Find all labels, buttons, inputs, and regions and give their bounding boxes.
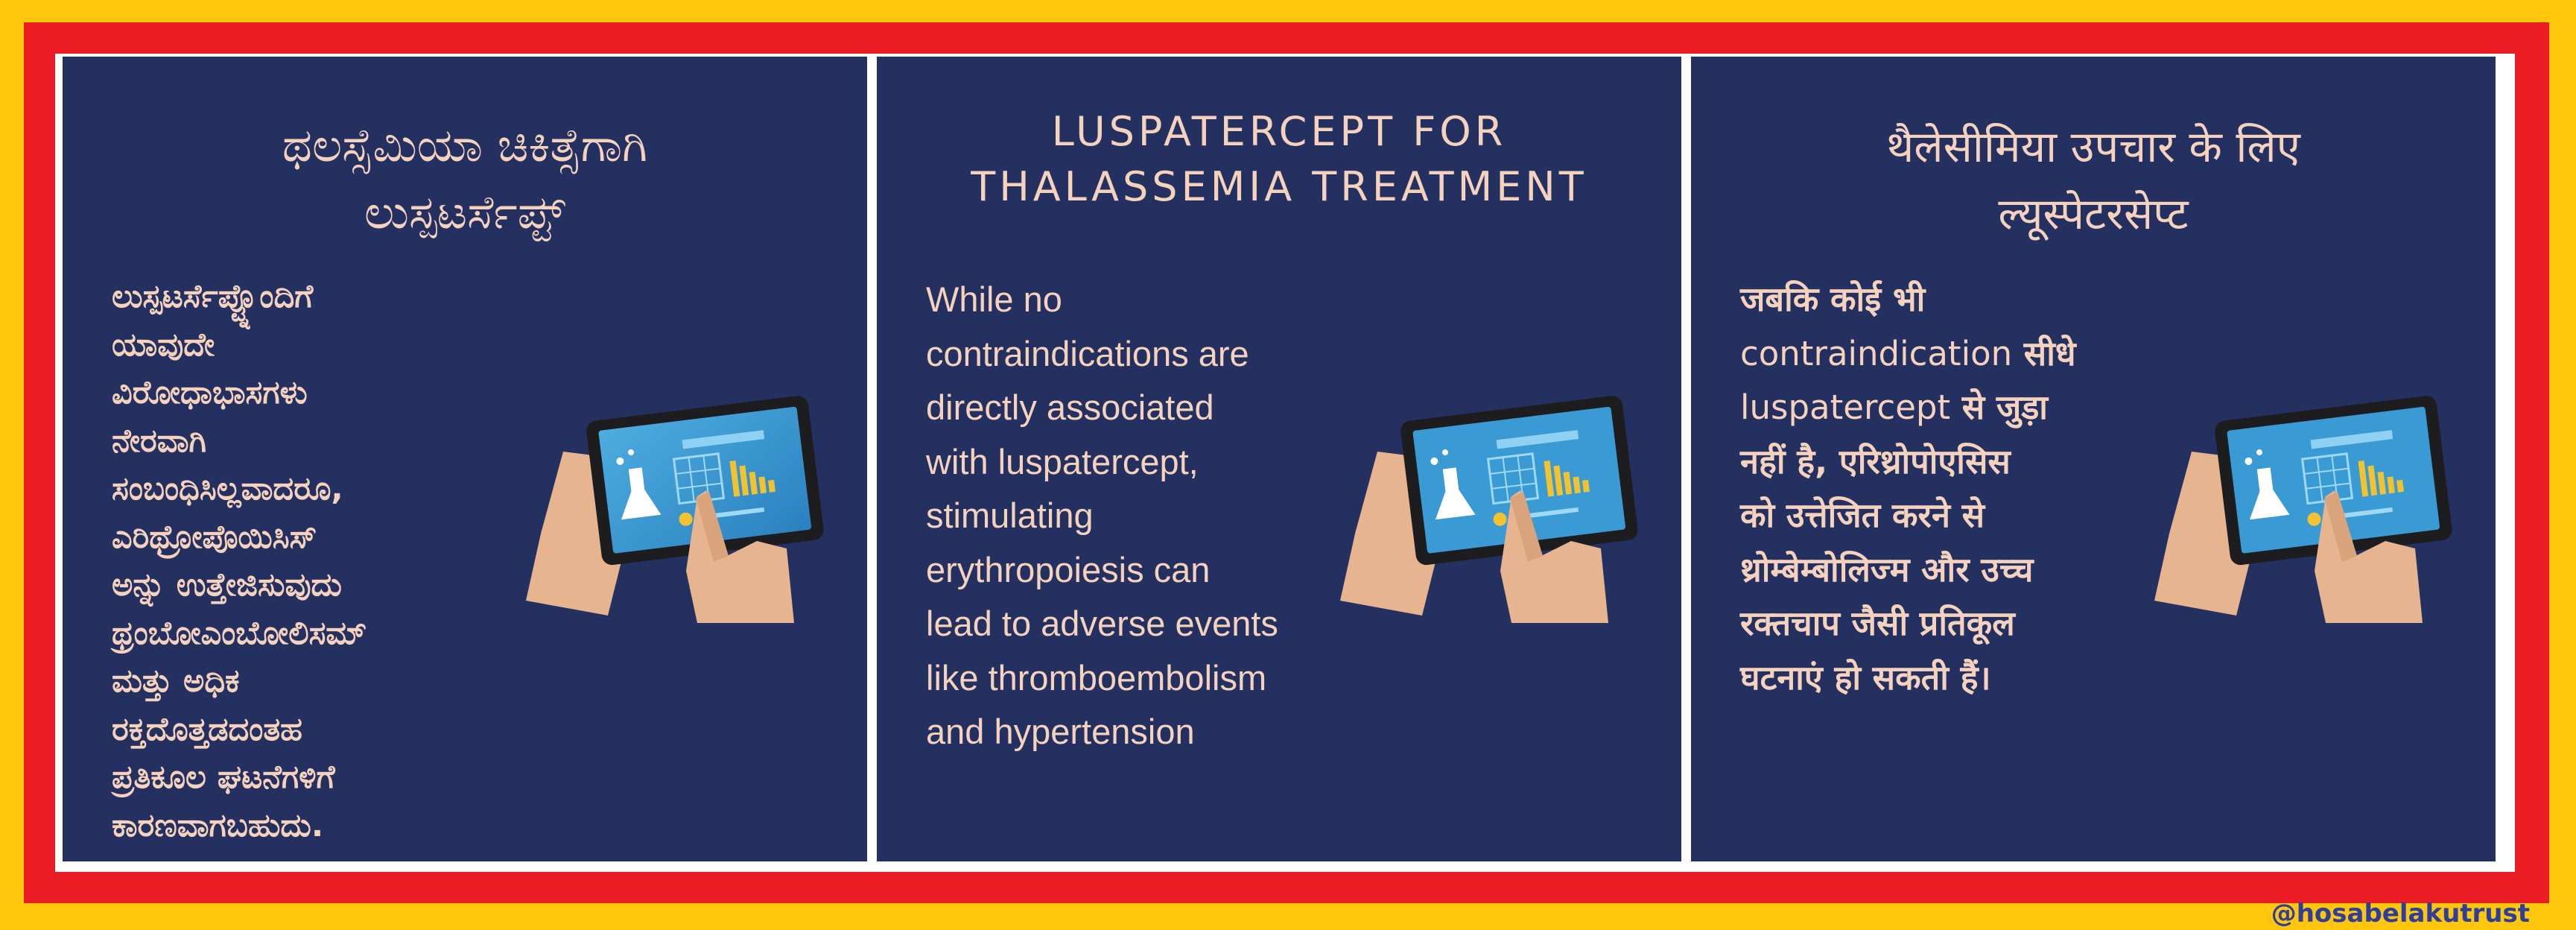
body-line: जबकि कोई भी	[1740, 279, 1926, 319]
body-line: and hypertension	[926, 712, 1195, 751]
body-line: ಕಾರಣವಾಗಬಹುದು.	[112, 806, 324, 844]
title-line: ल्यूस्पेटरसेप्ट	[1998, 189, 2189, 239]
card-body-english	[926, 273, 1343, 759]
body-line: lead to adverse events	[926, 604, 1278, 643]
body-line: contraindications are	[926, 333, 1249, 373]
tablet-hands-icon	[2139, 370, 2452, 623]
body-line: ರಕ್ತದೊತ್ತಡದಂತಹ	[112, 710, 302, 748]
body-line: ಮತ್ತು ಅಧಿಕ	[112, 662, 240, 700]
card-english	[877, 57, 1681, 861]
body-line: like thromboembolism	[926, 657, 1267, 698]
body-line: erythropoiesis can	[926, 549, 1211, 589]
card-hindi	[1691, 57, 2496, 861]
card-kannada	[63, 57, 867, 861]
body-text-regular: contraindication	[1740, 333, 2013, 373]
body-line: ಅನ್ನು ಉತ್ತೇಜಿಸುವುದು	[112, 566, 342, 604]
body-line: ಲುಸ್ಪಟರ್ಸೆಪ್ಟ್ನೊಂದಿಗೆ	[112, 278, 314, 315]
body-text-bold: सीधे	[2012, 333, 2076, 373]
title-line: LUSPATERCEPT FOR	[1051, 108, 1507, 155]
body-line: नहीं है, एरिथ्रोपोएसिस	[1740, 441, 2011, 481]
social-handle: @hosabelakutrust	[2271, 899, 2530, 929]
title-line: ಥಲಸ್ಸೆಮಿಯಾ ಚಿಕಿತ್ಸೆಗಾಗಿ	[282, 118, 648, 172]
title-line: थैलेसीमिया उपचार के लिए	[1886, 121, 2300, 172]
body-line: with luspatercept,	[926, 441, 1199, 481]
body-line: directly associated	[926, 388, 1214, 427]
title-line: THALASSEMIA TREATMENT	[971, 163, 1587, 210]
card-title-kannada	[92, 112, 837, 246]
tablet-hands-icon	[1325, 370, 1638, 623]
body-line	[1740, 381, 2142, 435]
tablet-hands-icon	[511, 370, 824, 623]
body-line: घटनाएं हो सकती हैं।	[1740, 657, 1991, 698]
body-line: ಸಂಬಂಧಿಸಿಲ್ಲವಾದರೂ,	[112, 470, 343, 507]
body-line: stimulating	[926, 496, 1094, 535]
body-line	[1740, 327, 2142, 382]
card-title-english	[907, 104, 1652, 215]
body-line: को उत्तेजित करने से	[1740, 496, 1985, 535]
body-text-regular: luspatercept	[1740, 388, 1951, 427]
body-text-bold: से जुड़ा	[1950, 388, 2048, 427]
card-body-hindi	[1740, 273, 2142, 705]
body-line: ಯಾವುದೇ	[112, 326, 215, 364]
title-line: ಲುಸ್ಪಟರ್ಸೆಪ್ಟ್	[364, 185, 565, 239]
body-line: ಪ್ರತಿಕೂಲ ಘಟನೆಗಳಿಗೆ	[112, 759, 335, 796]
body-line: रक्तचाप जैसी प्रतिकूल	[1740, 604, 2015, 643]
body-line: ಥ್ರಂಬೋಎಂಬೋಲಿಸಮ್	[112, 614, 367, 652]
card-title-hindi	[1721, 113, 2466, 247]
card-body-kannada	[112, 273, 529, 850]
body-line: ನೇರವಾಗಿ	[112, 422, 207, 460]
body-line: While no	[926, 279, 1062, 319]
body-line: थ्रोम्बेम्बोलिज्म और उच्च	[1740, 549, 2034, 589]
body-line: ವಿರೋಧಾಭಾಸಗಳು	[112, 374, 308, 411]
body-line: ಎರಿಥ್ರೋಪೊಯಿಸಿಸ್	[112, 518, 317, 556]
